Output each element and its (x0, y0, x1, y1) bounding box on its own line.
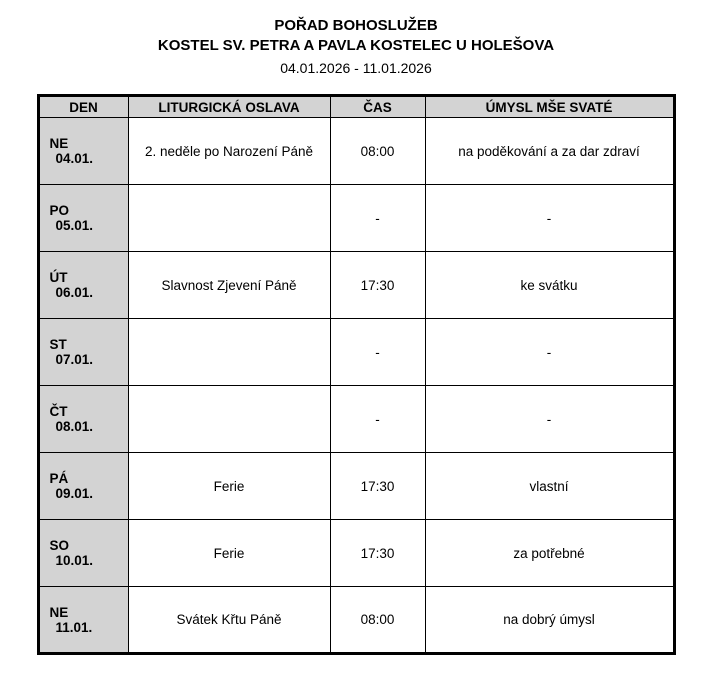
day-abbr: SO (49, 538, 70, 554)
table-row (38, 520, 674, 587)
day-date: 08.01. (55, 419, 94, 435)
day-abbr: ST (49, 337, 67, 353)
celebration-cell: 2. neděle po Narození Páně (128, 118, 330, 185)
intention-cell: - (425, 386, 674, 453)
table-row (38, 118, 674, 185)
table-row (38, 453, 674, 520)
table-row (38, 587, 674, 654)
day-cell (38, 319, 128, 386)
intention-cell: na dobrý úmysl (425, 587, 674, 654)
intention-cell: ke svátku (425, 252, 674, 319)
day-date: 10.01. (55, 553, 94, 569)
day-date: 06.01. (55, 285, 94, 301)
time-cell: 08:00 (330, 118, 425, 185)
schedule-table (37, 94, 676, 655)
time-cell: 17:30 (330, 520, 425, 587)
intention-cell: - (425, 185, 674, 252)
column-header-umysl: ÚMYSL MŠE SVATÉ (425, 96, 674, 118)
time-cell: - (330, 319, 425, 386)
table-row (38, 185, 674, 252)
time-cell: 17:30 (330, 252, 425, 319)
time-cell: 08:00 (330, 587, 425, 654)
day-cell (38, 587, 128, 654)
day-cell (38, 252, 128, 319)
celebration-cell: Slavnost Zjevení Páně (128, 252, 330, 319)
day-cell (38, 118, 128, 185)
day-abbr: ÚT (49, 270, 68, 286)
column-header-cas: ČAS (330, 96, 425, 118)
celebration-cell (128, 319, 330, 386)
day-abbr: PO (49, 203, 70, 219)
table-row (38, 319, 674, 386)
table-row (38, 252, 674, 319)
time-cell: - (330, 386, 425, 453)
time-cell: 17:30 (330, 453, 425, 520)
celebration-cell: Svátek Křtu Páně (128, 587, 330, 654)
document-header (0, 0, 712, 78)
intention-cell: na poděkování a za dar zdraví (425, 118, 674, 185)
day-cell (38, 185, 128, 252)
day-date: 09.01. (55, 486, 94, 502)
celebration-cell (128, 185, 330, 252)
intention-cell: za potřebné (425, 520, 674, 587)
day-date: 05.01. (55, 218, 94, 234)
time-cell: - (330, 185, 425, 252)
day-abbr: PÁ (49, 471, 69, 487)
celebration-cell (128, 386, 330, 453)
table-row (38, 386, 674, 453)
day-abbr: NE (49, 604, 69, 620)
day-date: 07.01. (55, 352, 94, 368)
celebration-cell: Ferie (128, 520, 330, 587)
church-name: KOSTEL SV. PETRA A PAVLA KOSTELEC U HOLEŠOVA (157, 37, 555, 55)
celebration-cell: Ferie (128, 453, 330, 520)
day-abbr: NE (49, 136, 69, 152)
table-header-row (38, 96, 674, 118)
date-range: 04.01.2026 - 11.01.2026 (280, 59, 432, 76)
intention-cell: vlastní (425, 453, 674, 520)
day-cell (38, 386, 128, 453)
day-date: 04.01. (55, 151, 94, 167)
day-date: 11.01. (55, 619, 93, 635)
intention-cell: - (425, 319, 674, 386)
column-header-den: DEN (38, 96, 128, 118)
day-cell (38, 520, 128, 587)
page-title: POŘAD BOHOSLUŽEB (274, 17, 438, 34)
column-header-liturgicka-oslava: LITURGICKÁ OSLAVA (128, 96, 330, 118)
day-abbr: ČT (49, 404, 68, 420)
day-cell (38, 453, 128, 520)
